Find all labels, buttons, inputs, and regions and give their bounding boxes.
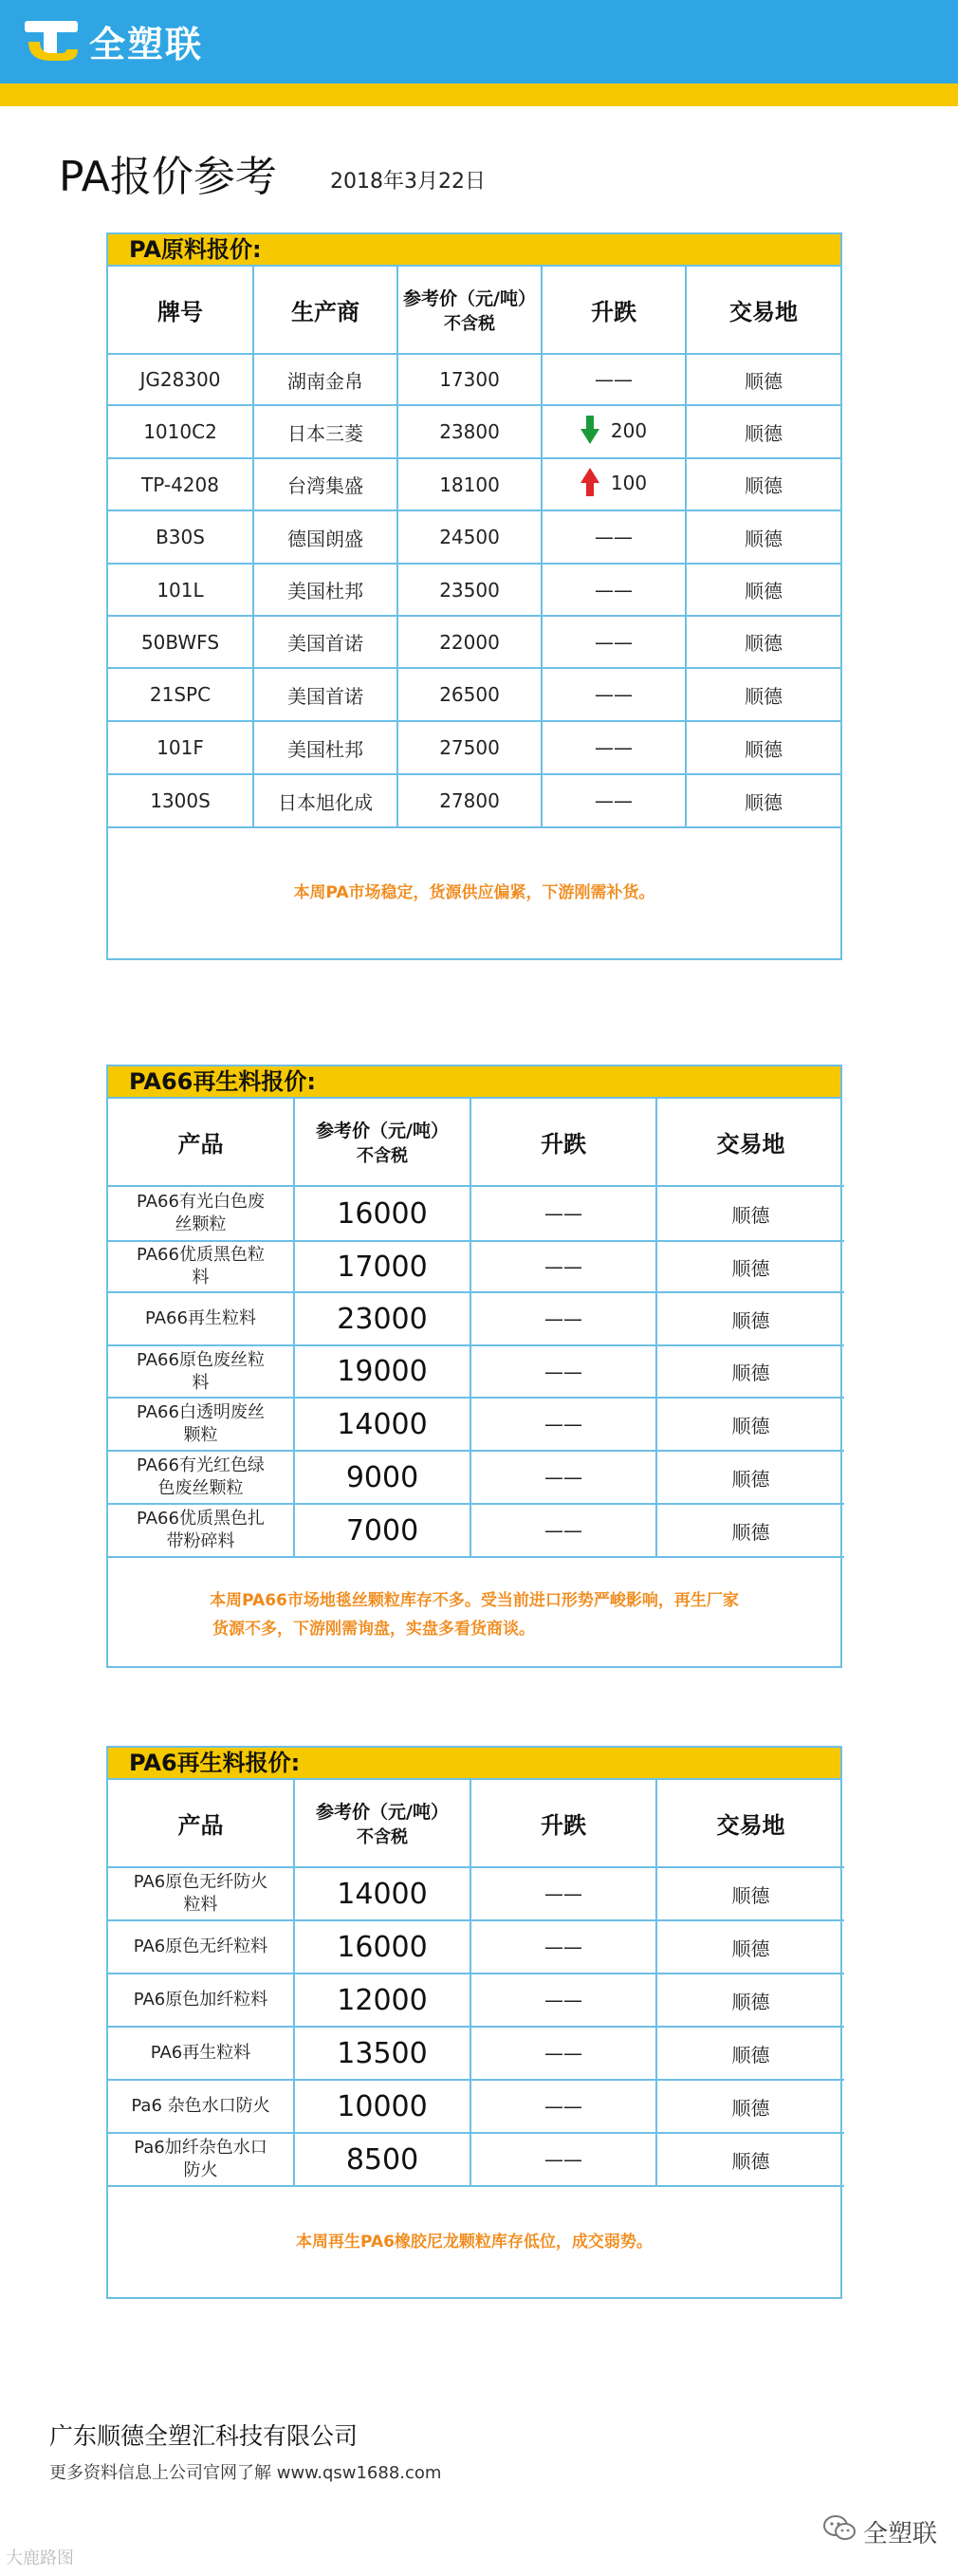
price-cell: 17000 xyxy=(294,1241,470,1292)
arrow-up-icon xyxy=(580,468,599,501)
table-row xyxy=(108,1292,844,1345)
change-cell: —— xyxy=(542,668,686,721)
table-row xyxy=(108,564,840,616)
maker-cell: 美国首诺 xyxy=(253,616,397,668)
grade-cell: 50BWFS xyxy=(108,616,253,668)
change-cell: —— xyxy=(470,1451,656,1504)
place-cell: 顺德 xyxy=(686,510,840,564)
pa-raw-section xyxy=(106,232,842,960)
change-cell: —— xyxy=(470,1974,656,2027)
change-cell: —— xyxy=(542,510,686,564)
change-cell: —— xyxy=(470,1292,656,1345)
watermark: 大鹿路图 xyxy=(6,2548,74,2568)
product-cell: Pa6 杂色水口防火 xyxy=(108,2080,294,2133)
product-cell: Pa6加纤杂色水口防火 xyxy=(108,2133,294,2186)
header-price xyxy=(294,1099,470,1186)
header-stripe xyxy=(0,83,958,106)
grade-cell: 1010C2 xyxy=(108,405,253,458)
table-row xyxy=(108,774,840,827)
header-change: 升跌 xyxy=(470,1780,656,1867)
place-cell: 顺德 xyxy=(686,668,840,721)
price-cell: 16000 xyxy=(294,1186,470,1241)
maker-cell: 日本旭化成 xyxy=(253,774,397,827)
maker-cell: 美国杜邦 xyxy=(253,721,397,774)
header-product: 产品 xyxy=(108,1780,294,1867)
section-title: PA6再生料报价: xyxy=(106,1746,842,1780)
change-cell: —— xyxy=(470,1345,656,1398)
price-cell: 16000 xyxy=(294,1920,470,1974)
table-row xyxy=(108,2133,844,2186)
header-change: 升跌 xyxy=(470,1099,656,1186)
maker-cell: 日本三菱 xyxy=(253,405,397,458)
price-cell: 13500 xyxy=(294,2027,470,2080)
header-place: 交易地 xyxy=(656,1099,844,1186)
table-row xyxy=(108,1345,844,1398)
wechat-name: 全塑联 xyxy=(862,2520,937,2548)
grade-cell: 101F xyxy=(108,721,253,774)
price-cell: 24500 xyxy=(397,510,542,564)
header-price-sub: 不含税 xyxy=(444,314,495,334)
pa-raw-table xyxy=(108,267,840,828)
header-price-sub: 不含税 xyxy=(357,1827,408,1847)
table-row xyxy=(108,721,840,774)
table-row xyxy=(108,1867,844,1920)
table-row xyxy=(108,1504,844,1557)
table-row xyxy=(108,2027,844,2080)
change-cell: —— xyxy=(542,774,686,827)
header-price xyxy=(294,1780,470,1867)
header-maker: 生产商 xyxy=(253,267,397,354)
price-cell: 26500 xyxy=(397,668,542,721)
price-cell: 22000 xyxy=(397,616,542,668)
table-row xyxy=(108,1241,844,1292)
product-cell: PA6原色无纤粒料 xyxy=(108,1920,294,1974)
change-cell: —— xyxy=(470,1186,656,1241)
grade-cell: 1300S xyxy=(108,774,253,827)
price-cell: 27800 xyxy=(397,774,542,827)
page-title: PA报价参考 xyxy=(59,153,277,201)
product-cell: PA66白透明废丝颗粒 xyxy=(108,1398,294,1451)
price-cell: 17300 xyxy=(397,354,542,405)
price-cell: 18100 xyxy=(397,458,542,510)
price-cell: 14000 xyxy=(294,1398,470,1451)
table-row xyxy=(108,1398,844,1451)
table-row xyxy=(108,405,840,458)
pa6-note: 本周再生PA6橡胶尼龙颗粒库存低位，成交弱势。 xyxy=(296,2233,653,2252)
place-cell: 顺德 xyxy=(656,1398,844,1451)
maker-cell: 台湾集盛 xyxy=(253,458,397,510)
change-cell: —— xyxy=(470,1920,656,1974)
place-cell: 顺德 xyxy=(686,774,840,827)
header-price-label: 参考价（元/吨） xyxy=(403,288,536,309)
change-cell: —— xyxy=(470,1867,656,1920)
product-cell: PA6原色无纤防火粒料 xyxy=(108,1867,294,1920)
maker-cell: 美国杜邦 xyxy=(253,564,397,616)
change-cell: —— xyxy=(470,2027,656,2080)
place-cell: 顺德 xyxy=(686,354,840,405)
page-date: 2018年3月22日 xyxy=(330,170,486,194)
table-row xyxy=(108,616,840,668)
logo-icon xyxy=(23,17,82,65)
product-cell: PA66原色废丝粒料 xyxy=(108,1345,294,1398)
grade-cell: B30S xyxy=(108,510,253,564)
change-cell xyxy=(542,405,686,458)
place-cell: 顺德 xyxy=(656,1186,844,1241)
pa-raw-note: 本周PA市场稳定，货源供应偏紧，下游刚需补货。 xyxy=(293,883,655,902)
pa66-note xyxy=(108,1558,840,1666)
grade-cell: JG28300 xyxy=(108,354,253,405)
grade-cell: TP-4208 xyxy=(108,458,253,510)
table-row xyxy=(108,510,840,564)
header-grade: 牌号 xyxy=(108,267,253,354)
header-price-sub: 不含税 xyxy=(357,1146,408,1166)
pa66-note-line1: 本周PA66市场地毯丝颗粒库存不多。受当前进口形势严峻影响，再生厂家 xyxy=(210,1591,739,1610)
maker-cell: 湖南金帛 xyxy=(253,354,397,405)
place-cell: 顺德 xyxy=(686,721,840,774)
pa6-table xyxy=(108,1780,844,2187)
change-cell: —— xyxy=(542,564,686,616)
table-row xyxy=(108,1186,844,1241)
product-cell: PA6再生粒料 xyxy=(108,2027,294,2080)
header-change: 升跌 xyxy=(542,267,686,354)
place-cell: 顺德 xyxy=(686,564,840,616)
company-website-info: 更多资料信息上公司官网了解 www.qsw1688.com xyxy=(49,2463,442,2483)
table-row xyxy=(108,1451,844,1504)
table-row xyxy=(108,1974,844,2027)
table-row xyxy=(108,354,840,405)
top-banner xyxy=(0,0,958,83)
product-cell: PA6原色加纤粒料 xyxy=(108,1974,294,2027)
place-cell: 顺德 xyxy=(656,1504,844,1557)
price-cell: 23500 xyxy=(397,564,542,616)
grade-cell: 101L xyxy=(108,564,253,616)
change-value: 100 xyxy=(610,472,648,494)
change-cell: —— xyxy=(542,616,686,668)
place-cell: 顺德 xyxy=(656,1974,844,2027)
change-cell xyxy=(542,458,686,510)
product-cell: PA66优质黑色扎带粉碎料 xyxy=(108,1504,294,1557)
table-row xyxy=(108,458,840,510)
logo-text: 全塑联 xyxy=(89,23,204,65)
product-cell: PA66优质黑色粒料 xyxy=(108,1241,294,1292)
maker-cell: 德国朗盛 xyxy=(253,510,397,564)
place-cell: 顺德 xyxy=(656,2133,844,2186)
header-price-label: 参考价（元/吨） xyxy=(316,1121,449,1141)
change-cell: —— xyxy=(470,2133,656,2186)
header-place: 交易地 xyxy=(656,1780,844,1867)
price-cell: 10000 xyxy=(294,2080,470,2133)
place-cell: 顺德 xyxy=(656,1867,844,1920)
place-cell: 顺德 xyxy=(656,1920,844,1974)
price-cell: 12000 xyxy=(294,1974,470,2027)
price-cell: 27500 xyxy=(397,721,542,774)
place-cell: 顺德 xyxy=(656,1292,844,1345)
pa6-section xyxy=(106,1746,842,2299)
wechat-icon xyxy=(823,2515,856,2548)
place-cell: 顺德 xyxy=(656,1345,844,1398)
place-cell: 顺德 xyxy=(686,458,840,510)
maker-cell: 美国首诺 xyxy=(253,668,397,721)
place-cell: 顺德 xyxy=(686,616,840,668)
change-value: 200 xyxy=(610,418,648,442)
logo xyxy=(23,13,203,68)
price-cell: 8500 xyxy=(294,2133,470,2186)
section-title: PA66再生料报价: xyxy=(106,1065,842,1099)
price-cell: 23000 xyxy=(294,1292,470,1345)
arrow-down-icon xyxy=(580,416,599,449)
pa66-note-line2: 货源不多，下游刚需询盘，实盘多看货商谈。 xyxy=(212,1620,535,1639)
product-cell: PA66再生粒料 xyxy=(108,1292,294,1345)
header-place: 交易地 xyxy=(686,267,840,354)
change-cell: —— xyxy=(470,1241,656,1292)
price-cell: 9000 xyxy=(294,1451,470,1504)
price-cell: 23800 xyxy=(397,405,542,458)
grade-cell: 21SPC xyxy=(108,668,253,721)
place-cell: 顺德 xyxy=(656,2027,844,2080)
header-product: 产品 xyxy=(108,1099,294,1186)
price-cell: 14000 xyxy=(294,1867,470,1920)
change-cell: —— xyxy=(542,354,686,405)
pa66-section xyxy=(106,1065,842,1668)
table-row xyxy=(108,1920,844,1974)
table-row xyxy=(108,2080,844,2133)
place-cell: 顺德 xyxy=(656,1241,844,1292)
place-cell: 顺德 xyxy=(656,2080,844,2133)
header-price-label: 参考价（元/吨） xyxy=(316,1802,449,1823)
price-cell: 7000 xyxy=(294,1504,470,1557)
change-cell: —— xyxy=(470,1398,656,1451)
change-cell: —— xyxy=(470,1504,656,1557)
table-row xyxy=(108,668,840,721)
place-cell: 顺德 xyxy=(686,405,840,458)
change-cell: —— xyxy=(542,721,686,774)
product-cell: PA66有光红色绿色废丝颗粒 xyxy=(108,1451,294,1504)
change-cell: —— xyxy=(470,2080,656,2133)
wechat-account xyxy=(823,2514,937,2549)
product-cell: PA66有光白色废丝颗粒 xyxy=(108,1186,294,1241)
place-cell: 顺德 xyxy=(656,1451,844,1504)
section-title: PA原料报价: xyxy=(106,232,842,267)
pa66-table xyxy=(108,1099,844,1558)
company-name: 广东顺德全塑汇科技有限公司 xyxy=(49,2422,359,2450)
price-cell: 19000 xyxy=(294,1345,470,1398)
header-price xyxy=(397,267,542,354)
